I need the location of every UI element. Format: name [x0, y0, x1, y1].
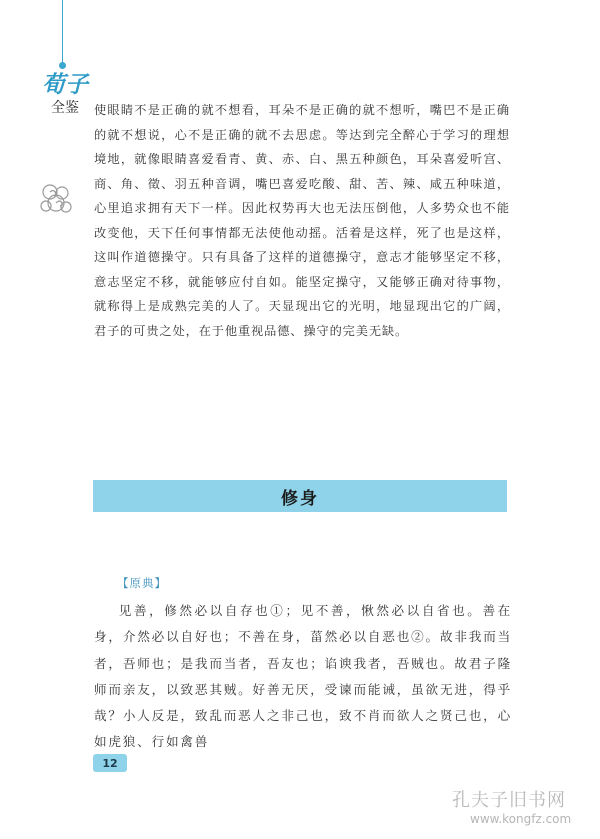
watermark-text: 孔夫子旧书网 [452, 790, 566, 811]
section-heading-band [93, 480, 507, 512]
classic-text-block [94, 598, 512, 756]
translation-paragraph: 使眼睛不是正确的就不想看，耳朵不是正确的就不想听，嘴巴不是正确的就不想说，心不是正确的就不去思虑。等达到完全醉心于学习的理想境地，就像眼睛喜爱看青、黄、赤、白、黑五种颜色，耳朵喜爱听宫、商、角、徵、羽五种音调，嘴巴喜爱吃酸、甜、苦、辣、咸五种味道，心里追求拥有天下一样。因此权势再大也无法压倒他，人多势众也不能改变他，天下任何事情都无法使他动摇。活着是这样，死了也是这样，这叫作道德操守。只有具备了这样的道德操守，意志才能够坚定不移，意志坚定不移，就能够应付自如。能坚定操守，又能够正确对待事物，就称得上是成熟完美的人了。天显现出它的光明，地显现出它的广阔，君子的可贵之处，在于他重视品德、操守的完美无缺。 [94, 103, 510, 338]
page-number: 12 [93, 754, 127, 772]
watermark-url: www.kongfz.com [470, 812, 572, 826]
book-title-main: 荀子 [42, 71, 88, 98]
classic-label: 【原典】 [117, 576, 167, 590]
classic-text: 见善，修然必以自存也①；见不善，愀然必以自省也。善在身，介然必以自好也；不善在身，菑然必以自恶也②。故非我而当者，吾师也；是我而当者，吾友也；谄谀我者，吾贼也。故君子隆师而亲友，以致恶其贼。好善无厌，受谏而能诫，虽欲无进，得乎哉？小人反是，致乱而恶人之非己也，致不肖而欲人之贤己也，心如虎狼、行如禽兽 [94, 603, 512, 750]
book-side-title [42, 72, 88, 117]
side-decor-dot [59, 62, 66, 69]
section-heading: 修身 [281, 488, 319, 509]
side-decor-line [62, 0, 63, 64]
book-title-sub: 全鉴 [51, 100, 79, 116]
cloud-ornament-icon [36, 178, 76, 218]
